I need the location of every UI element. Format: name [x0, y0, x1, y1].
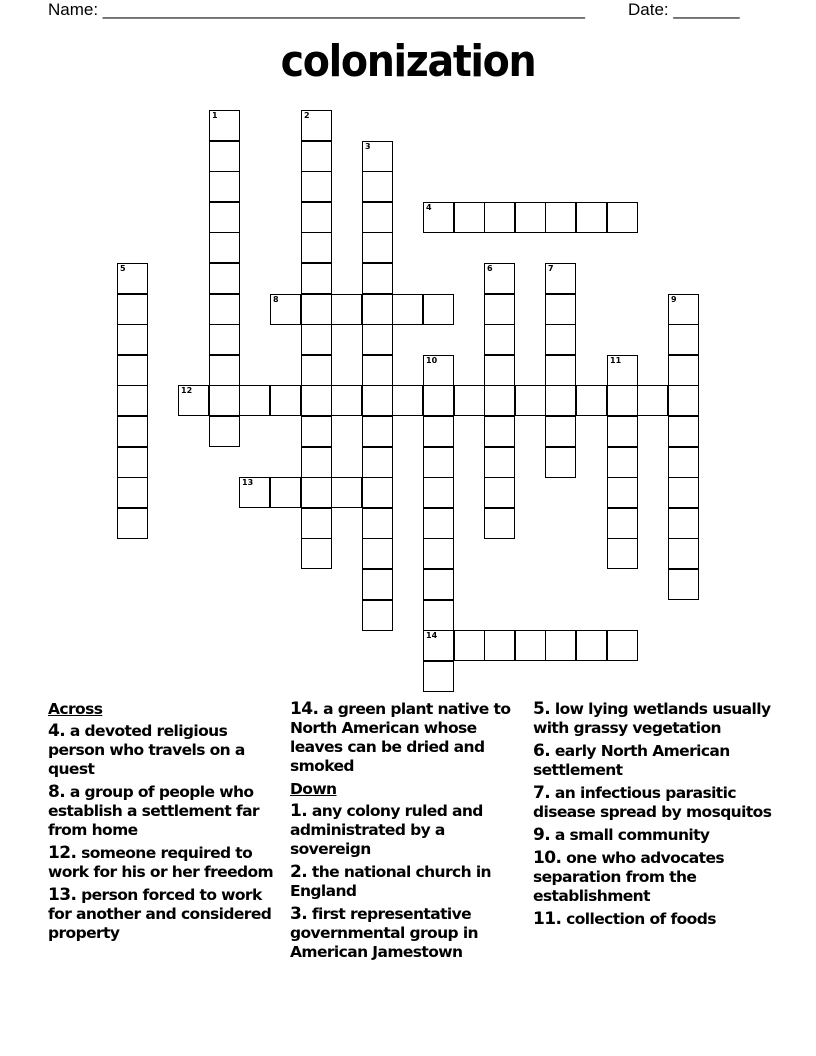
- grid-cell[interactable]: [209, 385, 240, 416]
- grid-cell[interactable]: [423, 385, 454, 416]
- grid-cell[interactable]: [545, 630, 576, 661]
- grid-cell[interactable]: [117, 477, 148, 508]
- clue-number-label: 13: [242, 478, 254, 487]
- grid-cell[interactable]: [362, 141, 393, 172]
- grid-cell[interactable]: [423, 447, 454, 478]
- grid-cell[interactable]: [362, 385, 393, 416]
- grid-cell[interactable]: [607, 630, 638, 661]
- clue-number-label: 12: [181, 386, 193, 395]
- clue-down-5: [533, 700, 783, 738]
- grid-cell[interactable]: [270, 385, 301, 416]
- down-heading: Down: [290, 780, 337, 798]
- grid-cell[interactable]: [484, 202, 515, 233]
- grid-cell[interactable]: [331, 477, 362, 508]
- clue-number-label: 5: [120, 264, 126, 273]
- grid-cell[interactable]: [668, 416, 699, 447]
- clue-number-label: 14: [426, 631, 438, 640]
- grid-cell[interactable]: [270, 477, 301, 508]
- grid-cell[interactable]: [545, 447, 576, 478]
- grid-cell[interactable]: [423, 355, 454, 386]
- grid-cell[interactable]: [301, 110, 332, 141]
- grid-cell[interactable]: [301, 447, 332, 478]
- clue-text: someone required to work for his or her freedom: [48, 844, 274, 881]
- clue-down-3: [290, 905, 526, 962]
- clue-number: 6.: [533, 741, 551, 761]
- clue-down-2: [290, 863, 526, 901]
- clue-number: 7.: [533, 783, 551, 803]
- clue-number: 4.: [48, 721, 66, 741]
- grid-cell[interactable]: [545, 294, 576, 325]
- grid-cell[interactable]: [607, 477, 638, 508]
- grid-cell[interactable]: [362, 569, 393, 600]
- grid-cell[interactable]: [668, 569, 699, 600]
- grid-cell[interactable]: [454, 202, 485, 233]
- clue-text: the national church in England: [290, 863, 491, 900]
- grid-cell[interactable]: [484, 294, 515, 325]
- grid-cell[interactable]: [607, 538, 638, 569]
- grid-cell[interactable]: [668, 385, 699, 416]
- grid-cell[interactable]: [117, 263, 148, 294]
- grid-cell[interactable]: [423, 661, 454, 692]
- clue-text: first representative governmental group in American Jamestown: [290, 905, 478, 961]
- grid-cell[interactable]: [423, 630, 454, 661]
- grid-cell[interactable]: [117, 324, 148, 355]
- grid-cell[interactable]: [362, 538, 393, 569]
- grid-cell[interactable]: [117, 416, 148, 447]
- grid-cell[interactable]: [239, 385, 270, 416]
- grid-cell[interactable]: [362, 600, 393, 631]
- clue-number: 13.: [48, 885, 77, 905]
- name-line[interactable]: Name: ___________________________________________________: [48, 0, 585, 19]
- grid-cell[interactable]: [484, 630, 515, 661]
- grid-cell[interactable]: [423, 202, 454, 233]
- grid-cell[interactable]: [515, 202, 546, 233]
- grid-cell[interactable]: [301, 294, 332, 325]
- clue-across-8: [48, 783, 278, 840]
- grid-cell[interactable]: [668, 508, 699, 539]
- grid-cell[interactable]: [209, 232, 240, 263]
- clue-number-label: 11: [610, 356, 622, 365]
- clue-text: a green plant native to North American whose leaves can be dried and smoked: [290, 700, 511, 775]
- grid-cell[interactable]: [270, 294, 301, 325]
- grid-cell[interactable]: [668, 355, 699, 386]
- clue-number: 2.: [290, 862, 308, 882]
- grid-cell[interactable]: [607, 508, 638, 539]
- date-line[interactable]: Date: _______: [628, 0, 740, 19]
- clue-text: low lying wetlands usually with grassy vegetation: [533, 700, 771, 737]
- grid-cell[interactable]: [423, 569, 454, 600]
- grid-cell[interactable]: [607, 385, 638, 416]
- clue-across-12: [48, 844, 278, 882]
- clue-down-10: [533, 849, 783, 906]
- clue-number-label: 1: [212, 111, 218, 120]
- grid-cell[interactable]: [301, 202, 332, 233]
- grid-cell[interactable]: [576, 630, 607, 661]
- grid-cell[interactable]: [362, 355, 393, 386]
- grid-cell[interactable]: [362, 263, 393, 294]
- grid-cell[interactable]: [423, 294, 454, 325]
- clue-text: early North American settlement: [533, 742, 730, 779]
- grid-cell[interactable]: [239, 477, 270, 508]
- grid-cell[interactable]: [117, 385, 148, 416]
- clue-down-7: [533, 784, 783, 822]
- clue-text: a small community: [554, 826, 710, 844]
- grid-cell[interactable]: [637, 385, 668, 416]
- grid-cell[interactable]: [301, 171, 332, 202]
- clue-number: 14.: [290, 699, 319, 719]
- clue-number: 3.: [290, 904, 308, 924]
- grid-cell[interactable]: [484, 385, 515, 416]
- grid-cell[interactable]: [301, 416, 332, 447]
- grid-cell[interactable]: [423, 477, 454, 508]
- clue-text: one who advocates separation from the establishment: [533, 849, 725, 905]
- grid-cell[interactable]: [362, 324, 393, 355]
- grid-cell[interactable]: [668, 294, 699, 325]
- grid-cell[interactable]: [209, 141, 240, 172]
- clue-column-1: [48, 700, 278, 947]
- grid-cell[interactable]: [392, 294, 423, 325]
- grid-cell[interactable]: [392, 385, 423, 416]
- clue-number: 11.: [533, 909, 562, 929]
- grid-cell[interactable]: [209, 110, 240, 141]
- clue-across-13: [48, 886, 278, 943]
- clue-down-6: [533, 742, 783, 780]
- grid-cell[interactable]: [484, 477, 515, 508]
- grid-cell[interactable]: [607, 447, 638, 478]
- clue-number-label: 9: [671, 295, 677, 304]
- grid-cell[interactable]: [362, 202, 393, 233]
- grid-cell[interactable]: [423, 508, 454, 539]
- grid-cell[interactable]: [117, 447, 148, 478]
- grid-cell[interactable]: [545, 202, 576, 233]
- grid-cell[interactable]: [209, 416, 240, 447]
- clue-text: an infectious parasitic disease spread by mosquitos: [533, 784, 772, 821]
- grid-cell[interactable]: [117, 294, 148, 325]
- grid-cell[interactable]: [545, 355, 576, 386]
- grid-cell[interactable]: [423, 600, 454, 631]
- grid-cell[interactable]: [362, 508, 393, 539]
- grid-cell[interactable]: [209, 355, 240, 386]
- grid-cell[interactable]: [484, 447, 515, 478]
- grid-cell[interactable]: [209, 294, 240, 325]
- grid-cell[interactable]: [576, 385, 607, 416]
- clue-number-label: 7: [548, 264, 554, 273]
- grid-cell[interactable]: [423, 538, 454, 569]
- grid-cell[interactable]: [301, 355, 332, 386]
- clue-number: 10.: [533, 848, 562, 868]
- clue-column-3: [533, 700, 783, 933]
- grid-cell[interactable]: [484, 263, 515, 294]
- grid-cell[interactable]: [362, 294, 393, 325]
- clue-number-label: 8: [273, 295, 279, 304]
- grid-cell[interactable]: [362, 447, 393, 478]
- clue-number: 1.: [290, 801, 308, 821]
- clue-number-label: 3: [365, 142, 371, 151]
- grid-cell[interactable]: [515, 630, 546, 661]
- clue-down-9: [533, 826, 783, 845]
- clue-across-14: [290, 700, 526, 776]
- grid-cell[interactable]: [331, 294, 362, 325]
- grid-cell[interactable]: [301, 538, 332, 569]
- grid-cell[interactable]: [607, 202, 638, 233]
- puzzle-title: colonization: [280, 36, 536, 87]
- clue-number-label: 4: [426, 203, 432, 212]
- grid-cell[interactable]: [301, 232, 332, 263]
- clue-text: a devoted religious person who travels on a quest: [48, 722, 245, 778]
- grid-cell[interactable]: [178, 385, 209, 416]
- clue-number-label: 2: [304, 111, 310, 120]
- across-heading: Across: [48, 700, 103, 718]
- grid-cell[interactable]: [545, 385, 576, 416]
- grid-cell[interactable]: [484, 355, 515, 386]
- clue-text: any colony ruled and administrated by a sovereign: [290, 802, 483, 858]
- grid-cell[interactable]: [484, 324, 515, 355]
- grid-cell[interactable]: [117, 355, 148, 386]
- grid-cell[interactable]: [668, 324, 699, 355]
- grid-cell[interactable]: [209, 324, 240, 355]
- grid-cell[interactable]: [362, 171, 393, 202]
- grid-cell[interactable]: [607, 355, 638, 386]
- grid-cell[interactable]: [301, 477, 332, 508]
- grid-cell[interactable]: [454, 630, 485, 661]
- grid-cell[interactable]: [301, 263, 332, 294]
- grid-cell[interactable]: [362, 416, 393, 447]
- grid-cell[interactable]: [301, 508, 332, 539]
- grid-cell[interactable]: [668, 477, 699, 508]
- grid-cell[interactable]: [301, 324, 332, 355]
- clue-number: 8.: [48, 782, 66, 802]
- grid-cell[interactable]: [545, 263, 576, 294]
- clue-across-4: [48, 722, 278, 779]
- clue-number: 12.: [48, 843, 77, 863]
- grid-cell[interactable]: [301, 385, 332, 416]
- grid-cell[interactable]: [668, 538, 699, 569]
- clue-number-label: 6: [487, 264, 493, 273]
- grid-cell[interactable]: [576, 202, 607, 233]
- clue-text: person forced to work for another and considered property: [48, 886, 272, 942]
- clue-number-label: 10: [426, 356, 438, 365]
- grid-cell[interactable]: [454, 385, 485, 416]
- clue-down-1: [290, 802, 526, 859]
- grid-cell[interactable]: [484, 508, 515, 539]
- grid-cell[interactable]: [515, 385, 546, 416]
- grid-cell[interactable]: [545, 416, 576, 447]
- grid-cell[interactable]: [117, 508, 148, 539]
- grid-cell[interactable]: [362, 232, 393, 263]
- grid-cell[interactable]: [668, 447, 699, 478]
- grid-cell[interactable]: [209, 171, 240, 202]
- clue-number: 9.: [533, 825, 551, 845]
- grid-cell[interactable]: [301, 141, 332, 172]
- grid-cell[interactable]: [484, 416, 515, 447]
- clue-text: a group of people who establish a settlement far from home: [48, 783, 259, 839]
- grid-cell[interactable]: [545, 324, 576, 355]
- clue-text: collection of foods: [566, 910, 716, 928]
- clue-down-11: [533, 910, 783, 929]
- clue-column-2: [290, 700, 526, 966]
- grid-cell[interactable]: [607, 416, 638, 447]
- grid-cell[interactable]: [362, 477, 393, 508]
- grid-cell[interactable]: [331, 385, 362, 416]
- grid-cell[interactable]: [209, 202, 240, 233]
- grid-cell[interactable]: [423, 416, 454, 447]
- grid-cell[interactable]: [209, 263, 240, 294]
- clue-number: 5.: [533, 699, 551, 719]
